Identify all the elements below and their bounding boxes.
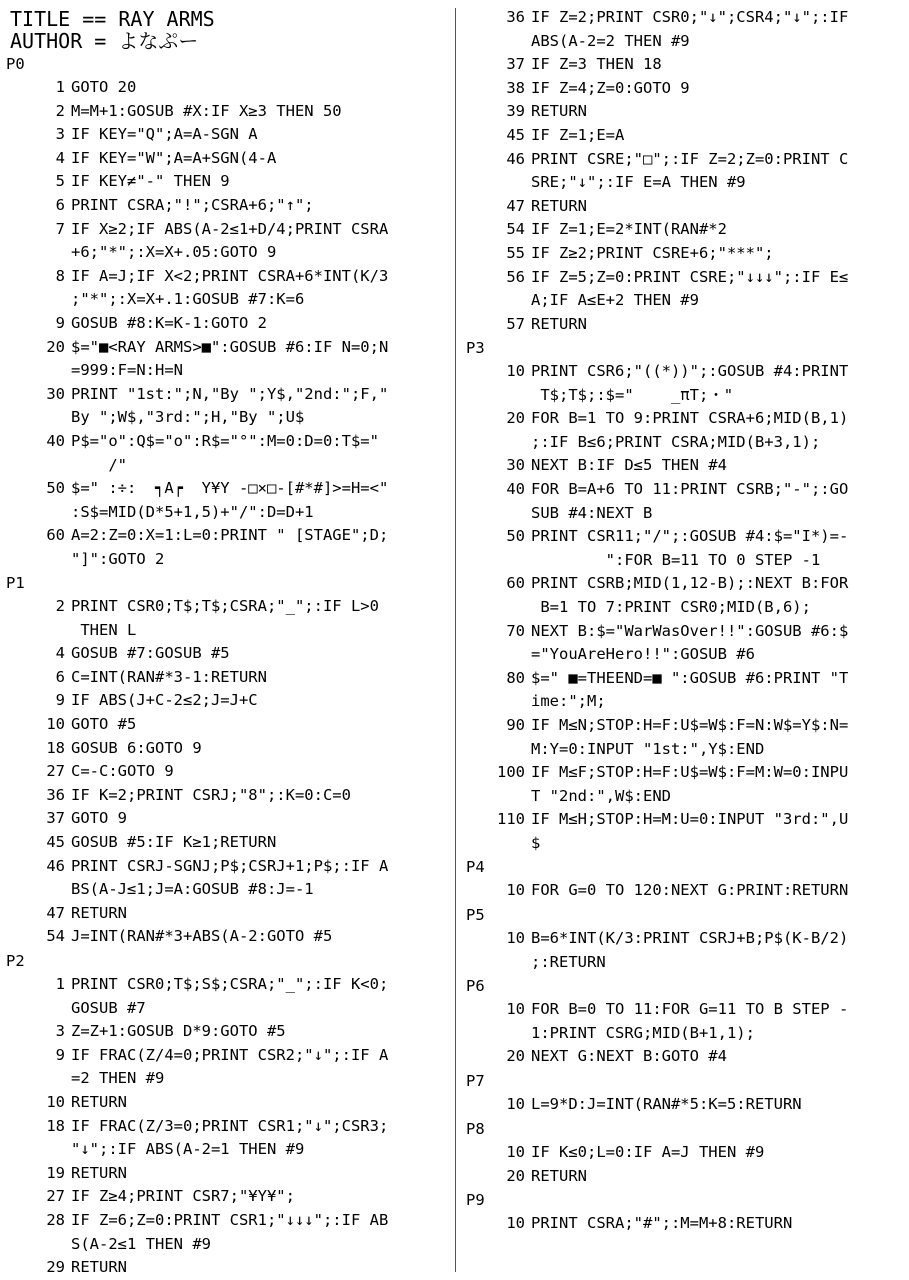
code-text: =2 THEN #9 [71,1069,165,1088]
code-text: RETURN [71,1092,127,1111]
line-number: 18 [46,1116,65,1135]
line-number: 27 [46,1187,65,1206]
code-text: SUB #4:NEXT B [531,503,653,522]
line-number: 1 [55,975,65,993]
code-text: ="YouAreHero!!":GOSUB #6 [531,645,755,664]
code-text: IF K≤0;L=0:IF A=J THEN #9 [531,1143,765,1161]
code-text: PRINT CSR6;"((*))";:GOSUB #4:PRINT [531,362,849,380]
code-line [0,336,388,383]
line-number: 47 [46,903,65,922]
line-number: 10 [506,1000,525,1018]
code-line [0,689,388,713]
code-line [0,265,388,312]
line-number: 20 [506,1166,525,1185]
code-line [0,1256,388,1280]
code-line [0,100,388,124]
code-text: $=" ■=THEEND=■ ":GOSUB #6:PRINT "T [531,668,849,687]
code-text: IF KEY="Q";A=A-SGN A [71,125,258,144]
line-number: 60 [506,574,525,593]
line-number: 10 [506,1095,525,1113]
code-text: +6;"*";:X=X+.05:GOTO 9 [71,243,277,262]
line-number: 47 [506,196,525,215]
code-text: 1:PRINT CSRG;MID(B+1,1); [531,1023,755,1042]
code-text: PRINT CSRA;"!";CSRA+6;"↑"; [71,195,314,214]
line-number: 90 [506,715,525,734]
code-text: By ";W$,"3rd:";H,"By ";U$ [71,408,305,427]
code-line [460,1212,792,1236]
line-number: 45 [506,125,525,144]
line-number: 9 [55,1045,65,1064]
line-number: 100 [497,763,525,782]
code-line [460,761,848,808]
line-number: 10 [506,929,525,947]
line-number: 28 [46,1210,65,1229]
code-text: RETURN [71,1258,127,1277]
code-line [460,124,848,148]
code-line [0,147,388,171]
line-number: 2 [55,597,65,615]
code-line [0,170,388,194]
line-number: 39 [506,102,525,121]
line-number: 9 [55,691,65,710]
code-text: NEXT B:$="WarWasOver!!":GOSUB #6:$ [531,621,849,640]
program-block [460,1117,764,1188]
code-line [460,620,848,667]
code-text: RETURN [531,196,587,215]
program-area-label: P0 [6,55,25,73]
program-block [460,6,848,336]
code-line [460,266,848,313]
code-line [460,454,848,478]
code-text: IF M≤N;STOP:H=F:U$=W$:F=N:W$=Y$:N= [531,715,849,734]
line-number: 46 [46,856,65,875]
line-number: 7 [55,219,65,238]
code-text: PRINT CSR11;"/";:GOSUB #4:$="I*)=- [531,527,849,546]
program-area-label: P1 [6,574,25,592]
code-text: IF Z=2;PRINT CSR0;"↓";CSR4;"↓";:IF [531,8,849,26]
line-number: 10 [506,1214,525,1232]
code-text: IF KEY≠"-" THEN 9 [71,172,230,191]
code-text: Z=Z+1:GOSUB D*9:GOTO #5 [71,1022,286,1041]
line-number: 2 [55,101,65,120]
line-number: 40 [46,431,65,450]
code-line [0,524,388,571]
code-line [0,312,388,336]
code-text: PRINT CSRE;"□";:IF Z=2;Z=0:PRINT C [531,149,849,168]
program-area-label: P5 [466,906,485,924]
code-text: PRINT CSR0;T$;T$;CSRA;"_";:IF L>0 [71,597,379,615]
listing-header [10,8,215,52]
program-area-label: P3 [466,339,485,357]
line-number: 18 [46,738,65,757]
code-line [460,927,848,974]
program-block [460,974,848,1069]
line-number: 46 [506,149,525,168]
line-number: 1 [55,78,65,96]
code-text: B=1 TO 7:PRINT CSR0;MID(B,6); [531,597,811,616]
code-line [460,1141,764,1165]
program-block [460,903,848,974]
code-text: RETURN [531,102,587,121]
code-text: C=INT(RAN#*3-1:RETURN [71,667,267,686]
code-text: :S$=MID(D*5+1,5)+"/":D=D+1 [71,502,314,521]
code-line [0,1185,388,1209]
code-text: FOR B=1 TO 9:PRINT CSRA+6;MID(B,1) [531,409,849,428]
code-line [460,360,848,407]
code-text: IF ABS(J+C-2≤2;J=J+C [71,691,258,710]
code-text: IF Z=1;E=A [531,125,625,144]
code-line [460,218,848,242]
line-number: 54 [506,220,525,239]
code-text: NEXT B:IF D≤5 THEN #4 [531,456,727,475]
line-number: 50 [46,479,65,498]
line-number: 56 [506,267,525,286]
code-line [0,123,388,147]
code-text: GOSUB #7 [71,998,146,1017]
program-area-label: P2 [6,952,25,970]
line-number: 10 [46,714,65,733]
code-line [0,1115,388,1162]
code-text: RETURN [71,903,127,922]
code-line [0,642,388,666]
code-line [460,195,848,219]
code-line [0,760,388,784]
code-text: GOSUB #5:IF K≥1;RETURN [71,832,277,851]
code-line [0,1044,388,1091]
code-line [460,1093,802,1117]
line-number: 20 [506,1047,525,1066]
line-number: 30 [46,384,65,403]
code-text: PRINT CSRJ-SGNJ;P$;CSRJ+1;P$;:IF A [71,856,389,875]
code-line [0,902,388,926]
code-line [460,572,848,619]
code-text: FOR B=A+6 TO 11:PRINT CSRB;"-";:GO [531,479,849,498]
line-number: 10 [506,881,525,899]
code-text: $=" :÷: ┑A┍ Y¥Y -□×□-[#*#]>=H=<" [71,479,389,498]
code-line [0,713,388,737]
line-number: 38 [506,78,525,97]
code-line [0,1091,388,1115]
code-text: ime:";M; [531,692,606,711]
code-line [460,100,848,124]
program-block [0,949,388,1280]
program-area-label: P9 [466,1191,485,1209]
code-line [460,6,848,53]
code-text: IF A=J;IF X<2;PRINT CSRA+6*INT(K/3 [71,266,389,285]
code-text: IF X≥2;IF ABS(A-2≤1+D/4;PRINT CSRA [71,219,389,238]
program-title: TITLE == RAY ARMS [10,7,215,31]
code-line [460,808,848,855]
line-number: 19 [46,1163,65,1182]
code-text: GOTO 20 [71,78,137,96]
line-number: 60 [46,526,65,545]
program-block [460,1069,802,1117]
code-line [0,76,388,100]
code-text: IF Z=1;E=2*INT(RAN#*2 [531,220,727,239]
code-text: IF Z=5;Z=0:PRINT CSRE;"↓↓↓";:IF E≤ [531,267,849,286]
code-text: ":FOR B=11 TO 0 STEP -1 [531,550,821,569]
line-number: 55 [506,243,525,262]
code-text: IF M≤F;STOP:H=F:U$=W$:F=M:W=0:INPU [531,763,849,782]
code-text: $ [531,833,541,852]
line-number: 3 [55,1022,65,1041]
code-text: B=6*INT(K/3:PRINT CSRJ+B;P$(K-B/2) [531,929,849,947]
code-line [460,1045,848,1069]
line-number: 110 [497,810,525,829]
code-text: ;:RETURN [531,952,606,971]
code-text: FOR G=0 TO 120:NEXT G:PRINT:RETURN [531,881,849,899]
code-line [460,478,848,525]
code-line [460,667,848,714]
code-line [0,925,388,949]
program-block [460,855,848,903]
code-line [460,1165,764,1189]
code-text: ;:IF B≤6;PRINT CSRA;MID(B+3,1); [531,432,821,451]
line-number: 20 [506,409,525,428]
code-text: GOTO 9 [71,809,127,828]
code-text: S(A-2≤1 THEN #9 [71,1234,211,1253]
line-number: 45 [46,832,65,851]
line-number: 6 [55,195,65,214]
code-text: IF Z≥2;PRINT CSRE+6;"***"; [531,243,774,262]
code-text: T$;T$;:$=" _πT;・" [531,385,734,404]
code-text: RETURN [531,1166,587,1185]
code-text: "↓";:IF ABS(A-2=1 THEN #9 [71,1140,305,1159]
code-text: GOSUB 6:GOTO 9 [71,738,202,757]
program-block [460,336,848,855]
line-number: 70 [506,621,525,640]
code-text: M:Y=0:INPUT "1st:",Y$:END [531,739,765,758]
line-number: 30 [506,456,525,475]
code-line [460,77,848,101]
code-text: SRE;"↓";:IF E=A THEN #9 [531,173,746,192]
code-text: IF Z=3 THEN 18 [531,55,662,74]
code-text: M=M+1:GOSUB #X:IF X≥3 THEN 50 [71,101,342,120]
code-line [0,807,388,831]
code-line [0,218,388,265]
code-line [460,242,848,266]
program-area-label: P4 [466,858,485,876]
code-line [0,855,388,902]
code-line [0,666,388,690]
code-text: A;IF A≤E+2 THEN #9 [531,291,699,310]
line-number: 4 [55,148,65,167]
code-text: RETURN [71,1163,127,1182]
code-line [0,784,388,808]
code-text: IF FRAC(Z/4=0;PRINT CSR2;"↓";:IF A [71,1045,389,1064]
code-line [460,879,848,903]
code-line [0,1020,388,1044]
program-block [0,571,388,949]
line-number: 29 [46,1258,65,1277]
code-line [0,477,388,524]
program-area-label: P6 [466,977,485,995]
code-text: PRINT CSRA;"#";:M=M+8:RETURN [531,1214,793,1232]
code-text: IF Z=6;Z=0:PRINT CSR1;"↓↓↓";:IF AB [71,1210,389,1229]
line-number: 36 [506,8,525,26]
code-text: =999:F=N:H=N [71,361,183,380]
line-number: 80 [506,668,525,687]
code-text: PRINT CSR0;T$;S$;CSRA;"_";:IF K<0; [71,975,389,993]
program-area-label: P8 [466,1120,485,1138]
code-line [0,194,388,218]
line-number: 40 [506,479,525,498]
code-line [460,148,848,195]
code-text: BS(A-J≤1;J=A:GOSUB #8:J=-1 [71,880,314,899]
line-number: 37 [46,809,65,828]
code-text: P$="o":Q$="o":R$="°":M=0:D=0:T$=" [71,431,379,450]
code-text: T "2nd:",W$:END [531,786,671,805]
code-text: GOSUB #8:K=K-1:GOTO 2 [71,313,267,332]
code-line [460,998,848,1045]
code-line [0,831,388,855]
code-text: IF Z=4;Z=0:GOTO 9 [531,78,690,97]
line-number: 10 [46,1092,65,1111]
code-text: GOSUB #7:GOSUB #5 [71,644,230,663]
code-line [0,973,388,1020]
code-text: ;"*";:X=X+.1:GOSUB #7:K=6 [71,290,305,309]
line-number: 6 [55,667,65,686]
code-line [460,313,848,337]
line-number: 3 [55,125,65,144]
line-number: 57 [506,314,525,333]
code-line [460,407,848,454]
code-line [0,430,388,477]
code-text: THEN L [71,620,137,639]
line-number: 10 [506,362,525,380]
line-number: 4 [55,644,65,663]
line-number: 9 [55,313,65,332]
code-text: IF K=2;PRINT CSRJ;"8";:K=0:C=0 [71,785,351,804]
line-number: 10 [506,1143,525,1161]
code-text: PRINT "1st:";N,"By ";Y$,"2nd:";F," [71,384,389,403]
code-text: /" [71,455,127,474]
code-text: J=INT(RAN#*3+ABS(A-2:GOTO #5 [71,927,333,946]
line-number: 50 [506,527,525,546]
code-text: L=9*D:J=INT(RAN#*5:K=5:RETURN [531,1095,802,1113]
line-number: 54 [46,927,65,946]
code-text: FOR B=0 TO 11:FOR G=11 TO B STEP - [531,1000,849,1018]
code-text: IF FRAC(Z/3=0;PRINT CSR1;"↓";CSR3; [71,1116,389,1135]
line-number: 27 [46,762,65,781]
code-text: IF M≤H;STOP:H=M:U=0:INPUT "3rd:",U [531,810,849,829]
program-block [460,1188,792,1236]
line-number: 8 [55,266,65,285]
code-text: C=-C:GOTO 9 [71,762,174,781]
line-number: 37 [506,55,525,74]
code-text: $="■<RAY ARMS>■":GOSUB #6:IF N=0;N [71,337,389,356]
program-area-label: P7 [466,1072,485,1090]
code-text: NEXT G:NEXT B:GOTO #4 [531,1047,727,1066]
code-line [0,595,388,642]
line-number: 5 [55,172,65,191]
program-author: AUTHOR = よなぷー [10,29,199,53]
code-line [460,53,848,77]
code-text: "]":GOTO 2 [71,549,165,568]
line-number: 20 [46,337,65,356]
line-number: 36 [46,785,65,804]
code-text: IF KEY="W";A=A+SGN(4-A [71,148,277,167]
code-text: ABS(A-2=2 THEN #9 [531,31,690,50]
code-line [0,1209,388,1256]
code-line [0,1162,388,1186]
code-line [0,383,388,430]
code-line [460,714,848,761]
code-text: A=2:Z=0:X=1:L=0:PRINT " [STAGE";D; [71,526,389,545]
code-text: RETURN [531,314,587,333]
column-divider [455,8,456,1272]
code-line [460,525,848,572]
code-text: IF Z≥4;PRINT CSR7;"¥Y¥"; [71,1187,295,1206]
code-text: PRINT CSRB;MID(1,12-B);:NEXT B:FOR [531,574,849,593]
code-text: GOTO #5 [71,714,137,733]
code-line [0,737,388,761]
program-block [0,52,388,571]
